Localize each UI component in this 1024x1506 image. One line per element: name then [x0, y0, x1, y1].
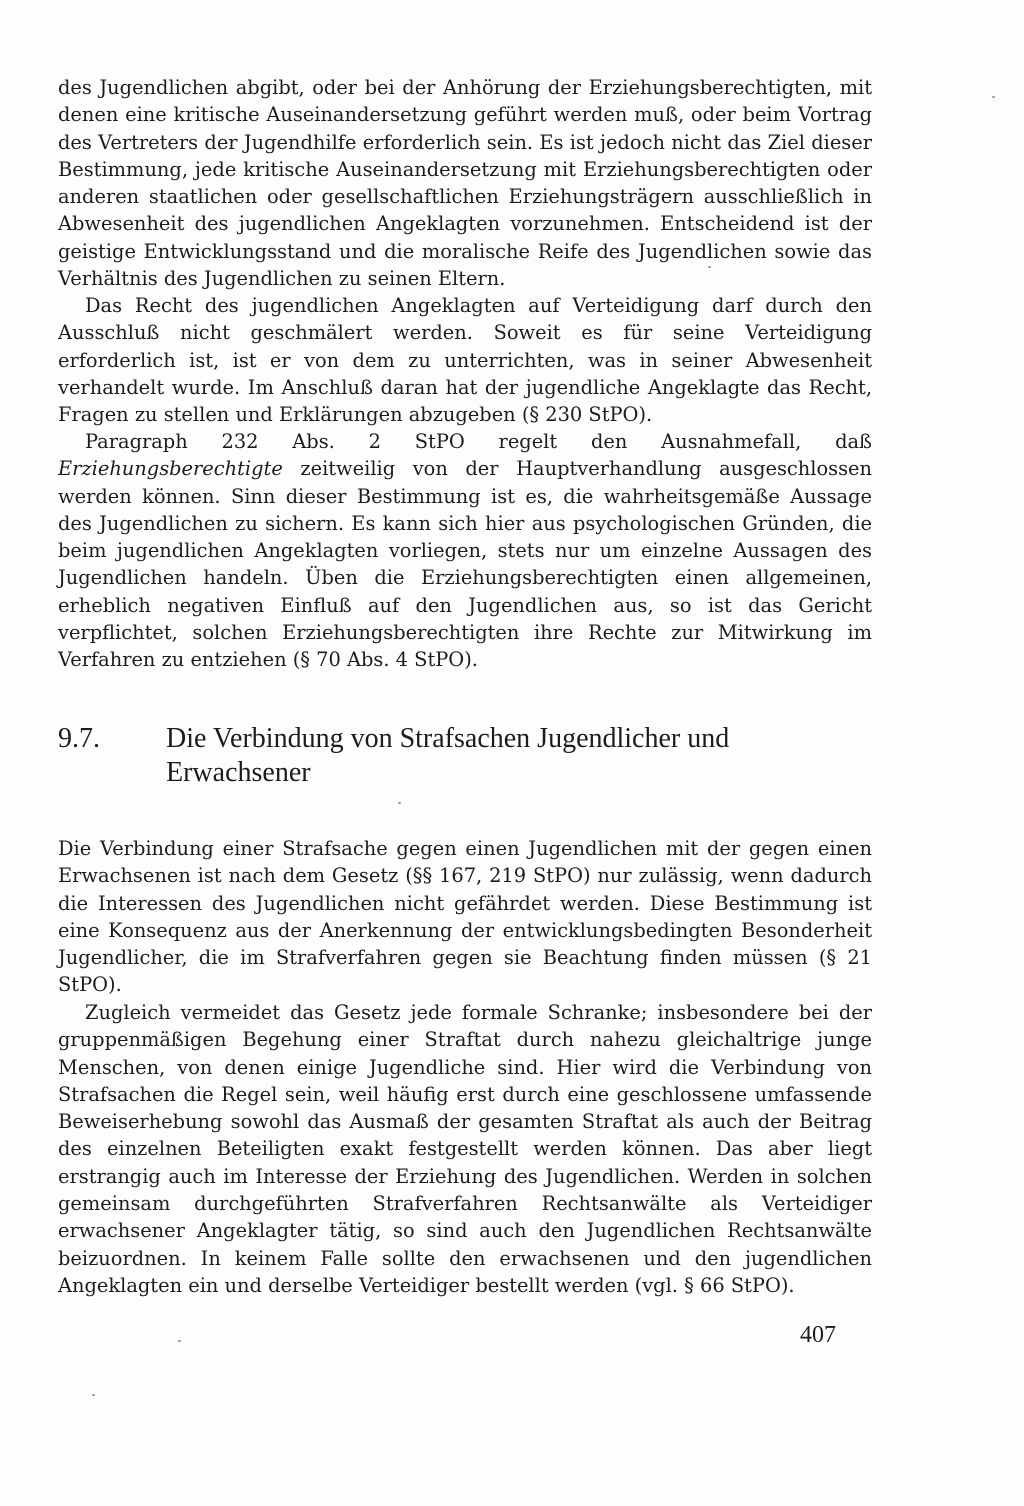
- paragraph-group-offense: [58, 999, 872, 1299]
- scan-speck: [92, 1394, 95, 1396]
- scan-speck: [992, 96, 995, 98]
- paragraph-text: des Jugendlichen abgibt, oder bei der Anhörung der Erziehungsberechtigten, mit denen eine kritische Auseinandersetzung geführt werden muß, oder beim Vortrag des Vertreters der Jugendhilfe erforderlich sein. Es ist jedoch nicht das Ziel dieser Bestimmung, jede kritische Auseinandersetzung mit Erziehungsberechtigten oder anderen staatlichen oder gesellschaftlichen Erziehungsträgern ausschließlich in Abwesenheit des jugendlichen Angeklagten vorzunehmen. Entscheidend ist der geistige Entwicklungsstand und die moralische Reife des Jugendlichen sowie das Verhältnis des Jugendlichen zu seinen Eltern.: [58, 76, 872, 291]
- scan-speck: [178, 1340, 181, 1342]
- paragraph-text: Die Verbindung einer Strafsache gegen einen Jugendlichen mit der gegen einen Erwachsenen ist nach dem Gesetz (§§ 167, 219 StPO) nur zulässig, wenn dadurch die Interessen des Jugendlichen nicht gefährdet werden. Diese Bestimmung ist eine Konsequenz aus der Anerkennung der entwicklungsbedingten Besonderheit Jugendlicher, die im Strafverfahren gegen sie Beachtung finden müssen (§ 21 StPO).: [58, 837, 872, 997]
- paragraph-text: [58, 428, 872, 674]
- section-number: 9.7.: [58, 723, 100, 754]
- paragraph-continued: [58, 74, 872, 292]
- paragraph-text: Das Recht des jugendlichen Angeklagten auf Verteidigung darf durch den Ausschluß nicht geschmälert werden. Soweit es für seine Verteidigung erforderlich ist, ist er von dem zu unterrichten, was in seiner Abwesenheit verhandelt wurde. Im Anschluß daran hat der jugendliche Angeklagte das Recht, Fragen zu stellen und Erklärungen abzugeben (§ 230 StPO).: [58, 294, 872, 427]
- page-number: 407: [800, 1322, 836, 1348]
- scan-speck: [708, 266, 711, 268]
- scan-speck: [398, 802, 401, 804]
- paragraph-joinder: [58, 835, 872, 999]
- paragraph-text: Zugleich vermeidet das Gesetz jede formale Schranke; insbesondere bei der gruppenmäßigen Begehung einer Straftat durch nahezu gleichaltrige junge Menschen, von denen einige Jugendliche sind. Hier wird die Verbindung von Strafsachen die Regel sein, weil häufig erst durch eine geschlossene umfassende Beweiserhebung sowohl das Ausmaß der gesamten Straftat als auch der Beitrag des einzelnen Beteiligten exakt festgestellt werden können. Das aber liegt erstrangig auch im Interesse der Erziehung des Jugendlichen. Werden in solchen gemeinsam durchgeführten Strafverfahren Rechtsanwälte als Verteidiger erwachsener Angeklagter tätig, so sind auch den Jugendlichen Rechtsanwälte beizuordnen. In keinem Falle sollte den erwachsenen und den jugendlichen Angeklagten ein und derselbe Verteidiger bestellt werden (vgl. § 66 StPO).: [58, 1001, 872, 1297]
- paragraph-text-start: Paragraph 232 Abs. 2 StPO regelt den Ausnahmefall, daß: [85, 430, 872, 453]
- paragraph-exception: [58, 428, 872, 674]
- section-title: Die Verbindung von Strafsachen Jugendlicher und Erwachsener: [166, 723, 730, 788]
- paragraph-text-end: zeitweilig von der Hauptverhandlung ausgeschlossen werden können. Sinn dieser Bestimmung ist es, die wahrheitsgemäße Aussage des Jugendlichen zu sichern. Es kann sich hier aus psychologischen Gründen, die beim jugendlichen Angeklagten vorliegen, stets nur um einzelne Aussagen des Jugendlichen handeln. Üben die Erziehungsberechtigten einen allgemeinen, erheblich negativen Einfluß auf den Jugendlichen aus, so ist das Gericht verpflichtet, solchen Erziehungsberechtigten ihre Rechte zur Mitwirkung im Verfahren zu entziehen (§ 70 Abs. 4 StPO).: [58, 457, 872, 672]
- paragraph-defense-rights: [58, 292, 872, 428]
- emphasized-term: Erziehungsberechtigte: [58, 457, 283, 481]
